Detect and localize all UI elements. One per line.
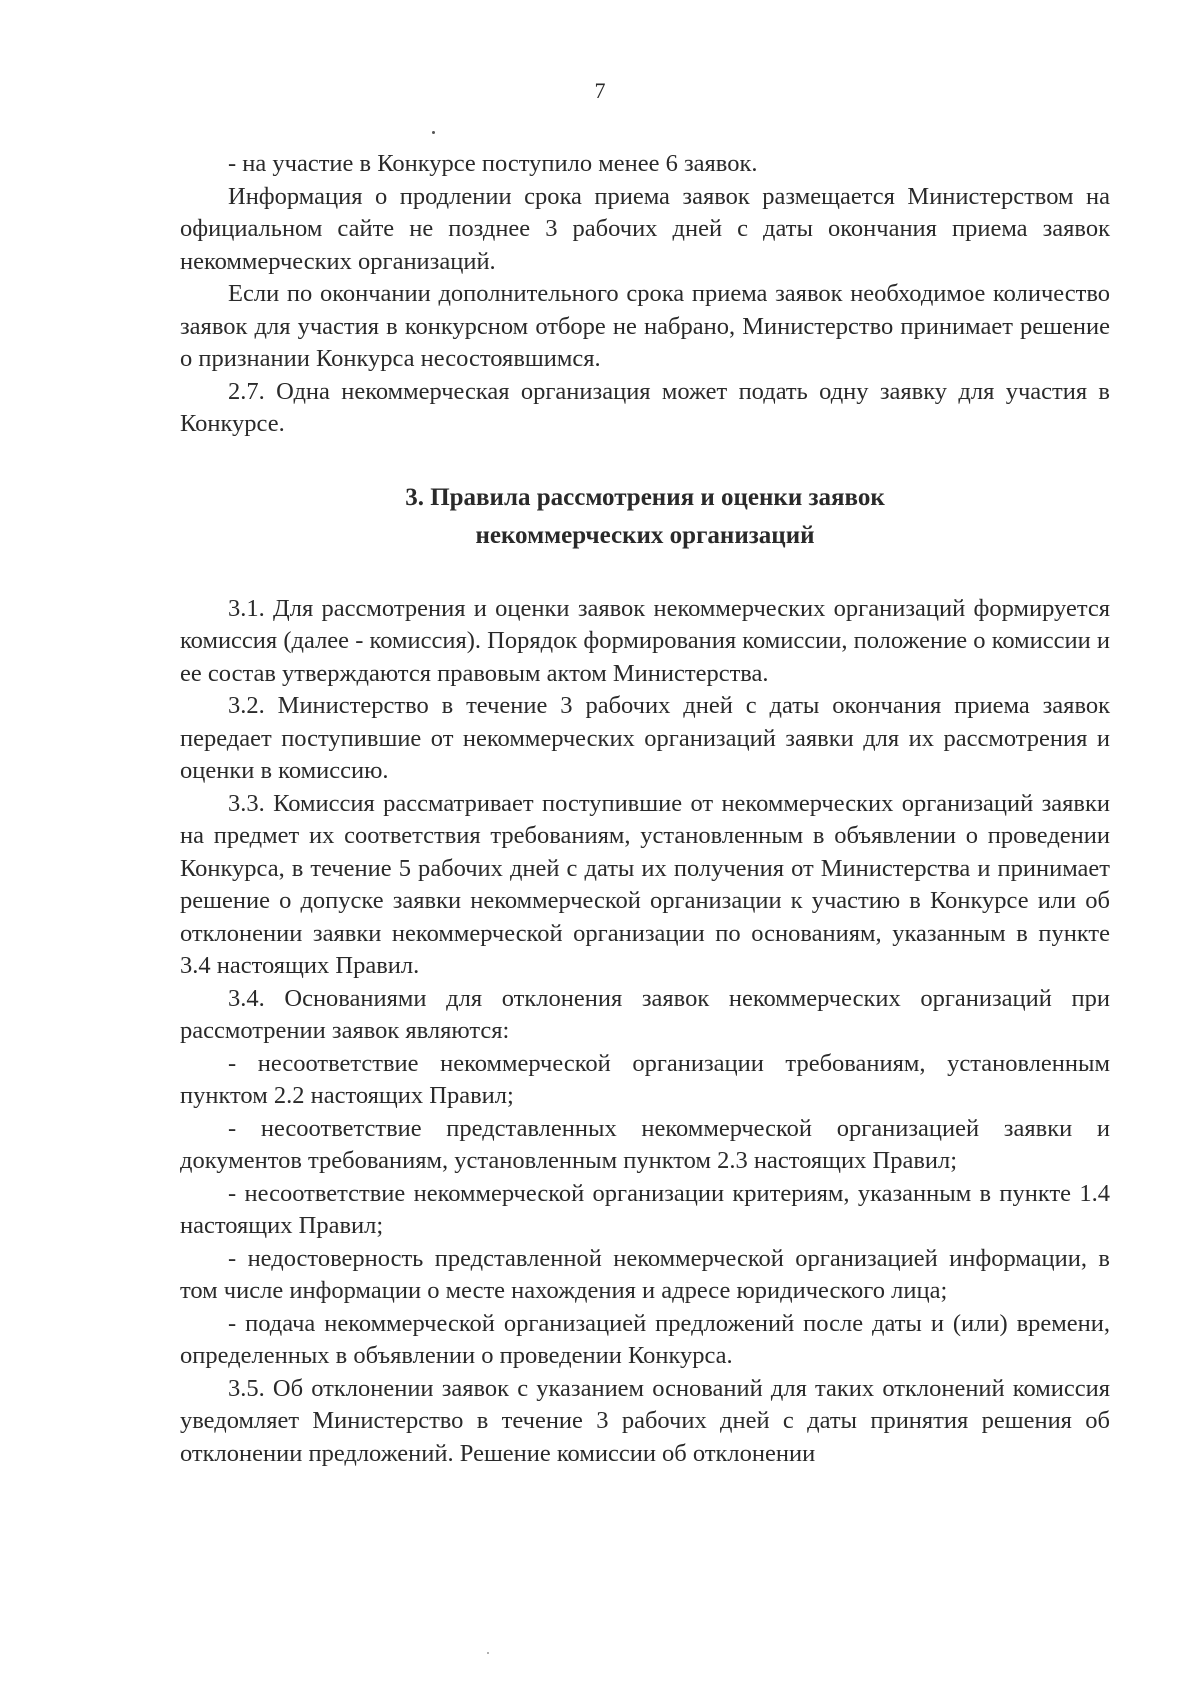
section-title-line-2: некоммерческих организаций (475, 521, 815, 549)
paragraph-2-7: 2.7. Одна некоммерческая организация может подать одну заявку для участия в Конкурсе. (180, 377, 1110, 437)
section-title-line-1: 3. Правила рассмотрения и оценки заявок (405, 483, 885, 511)
paragraph-3-3: 3.3. Комиссия рассматривает поступившие от некоммерческих организаций заявки на предмет их соответствия требованиям, установленным в объявлении о проведении Конкурса, в течение 5 рабочих дней с даты их получения от Министерства и принимает решение о допуске заявки некоммерческой организации к участию в Конкурсе или об отклонении заявки некоммерческой организации по основаниям, указанным в пункте 3.4 настоящих Правил. (180, 789, 1110, 979)
scan-speck (487, 1652, 489, 1654)
paragraph-extension-info: Информация о продлении срока приема заявок размещается Министерством на официальном сайте не позднее 3 рабочих дней с даты окончания приема заявок некоммерческих организаций. (180, 182, 1110, 275)
page-number: 7 (594, 78, 606, 103)
paragraph-contest-failed: Если по окончании дополнительного срока приема заявок необходимое количество заявок для участия в конкурсном отборе не набрано, Министерство принимает решение о признании Конкурса несостоявшимся. (180, 280, 1110, 372)
list-item-reason-5: - подача некоммерческой организацией предложений после даты и (или) времени, определенных в объявлении о проведении Конкурса. (180, 1309, 1110, 1369)
list-item-reason-4: - недостоверность представленной некоммерческой организацией информации, в том числе информации о месте нахождения и адресе юридического лица; (180, 1244, 1110, 1304)
paragraph-dash-applications: - на участие в Конкурсе поступило менее 6 заявок. (228, 150, 758, 177)
paragraph-3-1: 3.1. Для рассмотрения и оценки заявок некоммерческих организаций формируется комиссия (далее - комиссия). Порядок формирования комиссии, положение о комиссии и ее состав утверждаются правовым актом Министерства. (180, 594, 1110, 687)
list-item-reason-2: - несоответствие представленных некоммерческой организацией заявки и документов требованиям, установленным пунктом 2.3 настоящих Правил; (180, 1114, 1110, 1174)
paragraph-3-4: 3.4. Основаниями для отклонения заявок некоммерческих организаций при рассмотрении заявок являются: (180, 984, 1110, 1044)
document-body (180, 148, 1110, 1470)
paragraph-3-2: 3.2. Министерство в течение 3 рабочих дней с даты окончания приема заявок передает поступившие от некоммерческих организаций заявки для их рассмотрения и оценки в комиссию. (180, 692, 1110, 784)
section-3-title (180, 479, 1110, 555)
paragraph-3-5: 3.5. Об отклонении заявок с указанием оснований для таких отклонений комиссия уведомляет Министерство в течение 3 рабочих дней с даты принятия решения об отклонении предложений. Решение комиссии об отклонении (180, 1374, 1110, 1467)
list-item-reason-1: - несоответствие некоммерческой организации требованиям, установленным пунктом 2.2 настоящих Правил; (180, 1049, 1110, 1109)
list-item-reason-3: - несоответствие некоммерческой организации критериям, указанным в пункте 1.4 настоящих Правил; (180, 1179, 1110, 1239)
scan-speck (432, 131, 435, 134)
